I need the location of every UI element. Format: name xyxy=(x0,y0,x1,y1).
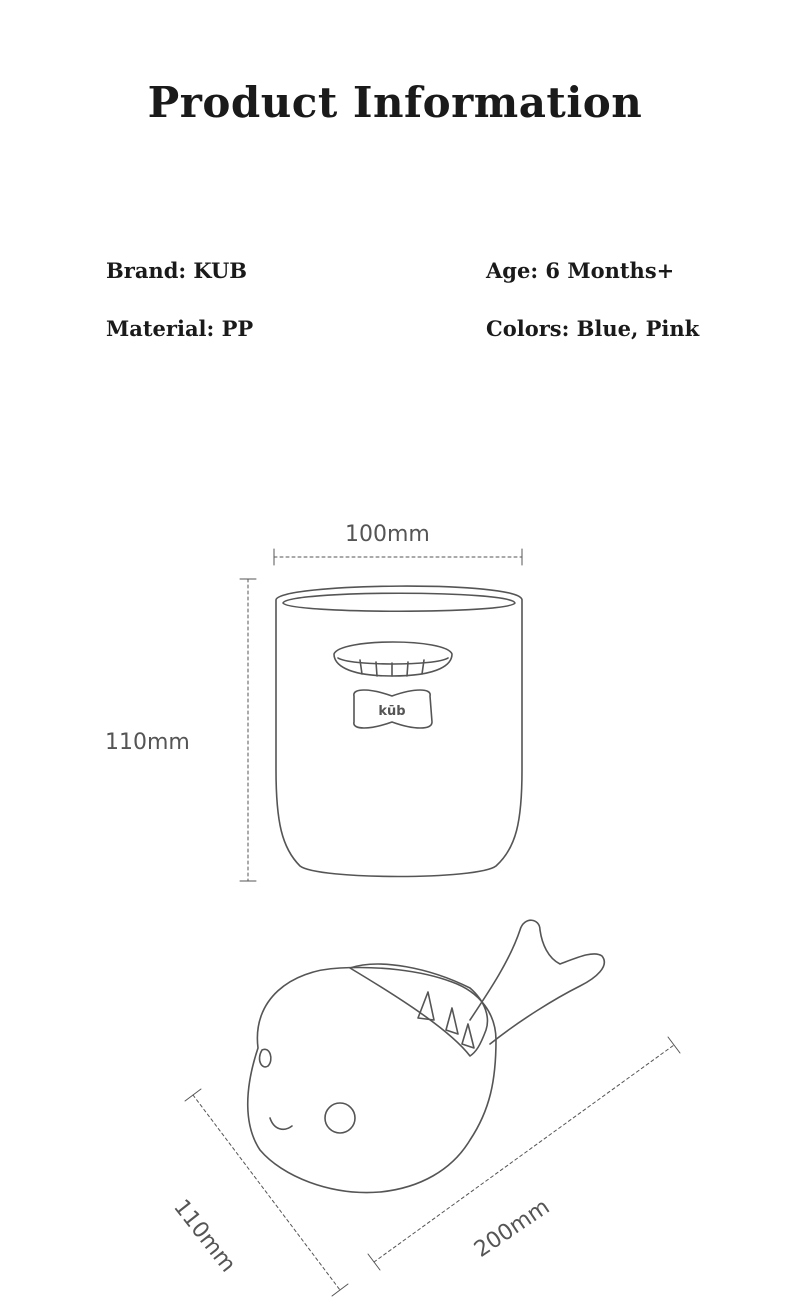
cup-width-label: 100mm xyxy=(345,522,430,547)
spec-brand: Brand: KUB xyxy=(106,258,248,283)
spec-material: Material: PP xyxy=(106,316,254,341)
whale-depth-label: 110mm xyxy=(168,1195,241,1278)
page-title: Product Information xyxy=(147,78,643,127)
spec-colors: Colors: Blue, Pink xyxy=(486,316,700,341)
whale-drawing xyxy=(248,920,605,1192)
cup-height-label: 110mm xyxy=(105,730,190,755)
whale-length-label: 200mm xyxy=(470,1194,555,1263)
cup-drawing xyxy=(276,586,522,876)
spec-age: Age: 6 Months+ xyxy=(486,258,675,283)
cup-logo-text: kūb xyxy=(378,704,406,719)
